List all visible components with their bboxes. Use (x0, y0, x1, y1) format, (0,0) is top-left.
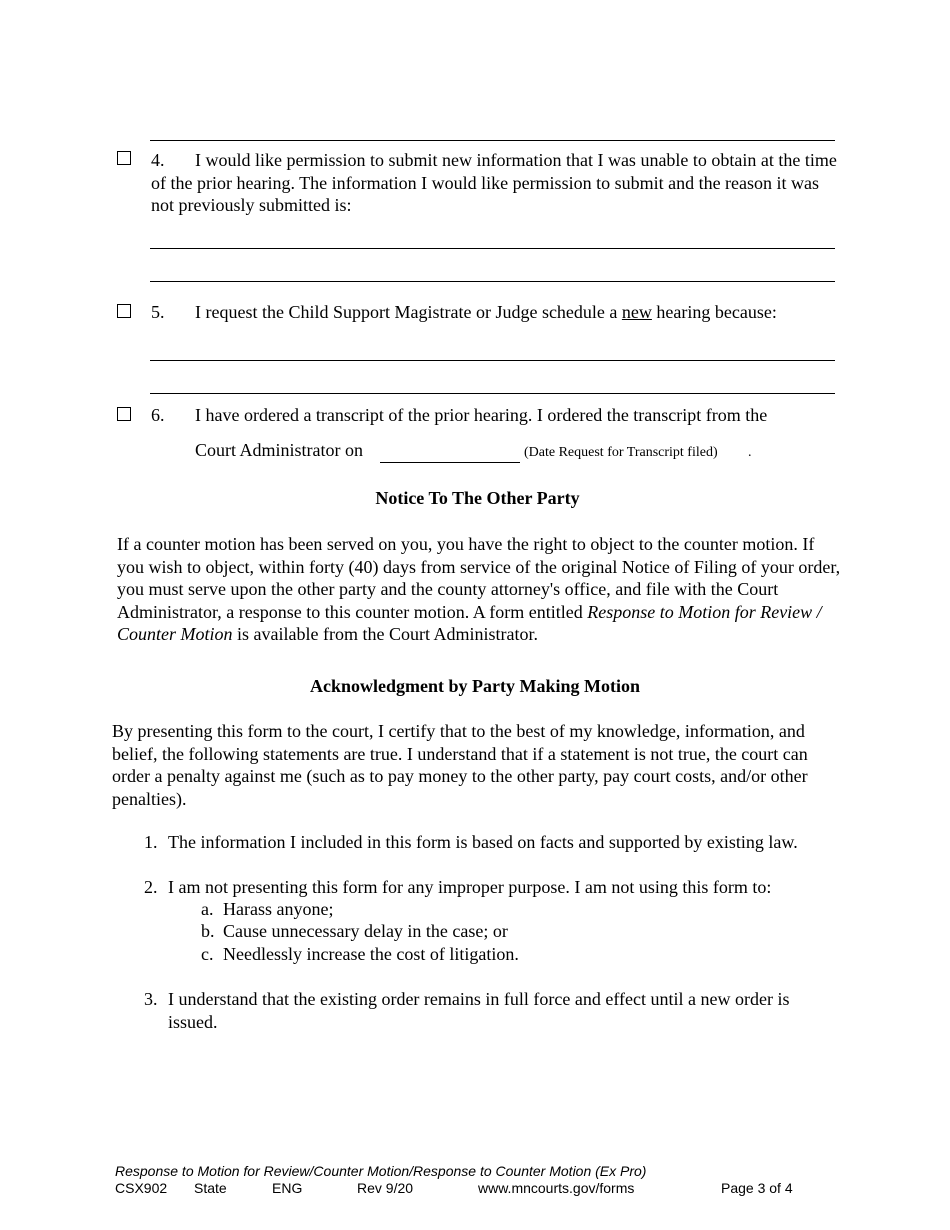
footer-jurisdiction: State (194, 1180, 227, 1196)
footer-form-code: CSX902 (115, 1180, 168, 1196)
ack-subitem-a-text: Harass anyone; (223, 899, 334, 919)
item-4-answer-line-2[interactable] (150, 281, 835, 282)
item-5-text-underlined: new (621, 302, 652, 322)
item-4-body: I would like permission to submit new information that I was unable to obtain at the time of the prior hearing. The information I would like permission to submit and the reason it was not previously submitted is: (151, 150, 837, 215)
item-4-number: 4. (151, 150, 165, 170)
item-6-line-2-label: Court Administrator on (195, 440, 363, 460)
ack-item-1-text: The information I included in this form is based on facts and supported by existing law. (168, 832, 798, 852)
ack-subitem-c-letter: c. (201, 944, 214, 964)
ack-item-3-text: I understand that the existing order remains in full force and effect until a new order is issued. (168, 989, 790, 1032)
ack-item-1-number: 1. (144, 832, 158, 852)
notice-body-text: If a counter motion has been served on you, you have the right to object to the counter motion. If you wish to object, within forty (40) days from service of the original Notice of Filing of your order, you must serve upon the other party and the county attorney's office, and file with the Court Administrator, a response to this counter motion. A form entitled (117, 534, 841, 622)
ack-item-2-text: I am not presenting this form for any improper purpose. I am not using this form to: (168, 877, 772, 897)
footer-form-title: Response to Motion for Review/Counter Motion/Response to Counter Motion (Ex Pro) (115, 1163, 647, 1179)
item-5-checkbox[interactable] (117, 304, 131, 318)
notice-body (117, 533, 841, 646)
ack-subitem-b-text: Cause unnecessary delay in the case; or (223, 921, 508, 941)
item-6-number: 6. (151, 405, 165, 425)
item-5-answer-line-2[interactable] (150, 393, 835, 394)
item-6-line-1: I have ordered a transcript of the prior hearing. I ordered the transcript from the (195, 405, 768, 425)
acknowledgment-title: Acknowledgment by Party Making Motion (310, 676, 640, 696)
acknowledgment-intro: By presenting this form to the court, I certify that to the best of my knowledge, information, and belief, the following statements are true. I understand that if a statement is not true, the court can order a penalty against me (such as to pay money to the other party, pay court costs, and/or other penalties). (112, 721, 808, 809)
item-6-trailing: . (748, 445, 752, 460)
item-4-text (151, 149, 841, 217)
item-4-checkbox[interactable] (117, 151, 131, 165)
notice-body-tail: is available from the Court Administrator. (232, 624, 538, 644)
transcript-date-hint: (Date Request for Transcript filed) (524, 445, 718, 460)
section-top-rule (150, 140, 835, 141)
footer-website[interactable]: www.mncourts.gov/forms (478, 1180, 635, 1196)
item-5-text (195, 301, 845, 324)
item-5-answer-line-1[interactable] (150, 360, 835, 361)
transcript-date-field[interactable] (380, 462, 520, 463)
ack-subitem-c-text: Needlessly increase the cost of litigation. (223, 944, 519, 964)
item-5-text-after: hearing because: (651, 302, 777, 322)
footer-page-number: Page 3 of 4 (721, 1180, 793, 1196)
footer-revision: Rev 9/20 (357, 1180, 414, 1196)
item-5-number: 5. (151, 302, 165, 322)
ack-subitem-a-letter: a. (201, 899, 214, 919)
ack-item-3-number: 3. (144, 989, 158, 1009)
item-6-checkbox[interactable] (117, 407, 131, 421)
notice-form-name: Response to Motion for Review / Counter Motion (117, 601, 822, 644)
footer-language: ENG (272, 1180, 303, 1196)
item-5-text-before: I request the Child Support Magistrate or Judge schedule a (195, 302, 622, 322)
ack-subitem-b-letter: b. (201, 921, 215, 941)
notice-title: Notice To The Other Party (375, 488, 580, 508)
item-4-answer-line-1[interactable] (150, 248, 835, 249)
ack-item-2-number: 2. (144, 877, 158, 897)
